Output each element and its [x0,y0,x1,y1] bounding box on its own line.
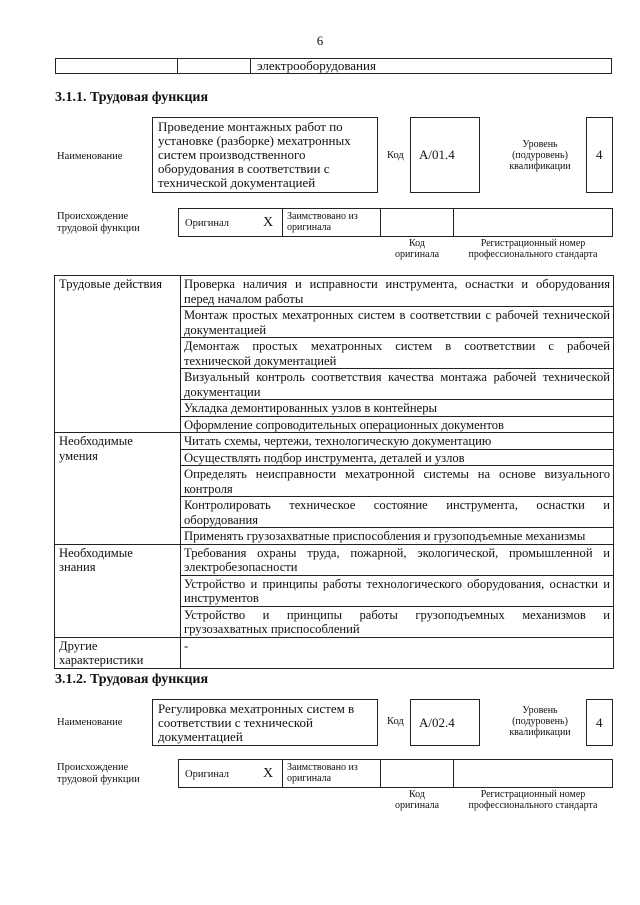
original-mark-1: X [263,215,274,230]
function-details-table [54,275,614,669]
function-name-line: оборудования в соответствии с [158,161,330,176]
original-cell-2 [178,759,283,788]
action-item: Демонтаж простых мехатронных систем в соответствии с рабочей технической документацией [181,338,614,369]
code-label-1: Код [387,150,404,161]
other-label: Другие характеристики [55,637,181,668]
original-label-1: Оригинал [185,218,229,229]
reg-number-cell-1 [453,208,613,237]
knowledge-item: Устройство и принципы работы грузоподъемных механизмов и грузозахватных приспособлений [181,606,614,637]
function-name-line: соответствии с технической [158,715,313,730]
function-name-line: документацией [158,729,243,744]
code-box-1 [410,117,480,193]
reg-number-caption-1: Регистрационный номер профессионального стандарта [468,238,598,260]
section-heading-2: 3.1.2. Трудовая функция [55,672,209,687]
top-row-text: электрооборудования [257,58,376,73]
function-name-line: технической документацией [158,175,316,190]
origin-label-2: Происхождение трудовой функции [57,762,140,785]
name-label-1: Наименование [57,151,123,162]
original-mark-2: X [263,766,274,781]
action-item: Проверка наличия и исправности инструмента, оснастки и оборудования перед началом работы [181,276,614,307]
skills-label: Необходимые умения [55,433,181,545]
skill-item: Контролировать техническое состояние инструмента, оснастки и оборудования [181,497,614,528]
function-name-line: Проведение монтажных работ по [158,119,343,134]
level-box-2 [586,699,613,746]
top-row-cell-1 [55,58,178,74]
borrowed-label-2: Заимствовано из оригинала [287,762,358,784]
level-box-1 [586,117,613,193]
name-label-2: Наименование [57,717,123,728]
table-row [55,276,614,307]
actions-label: Трудовые действия [55,276,181,433]
code-box-2 [410,699,480,746]
code-label-2: Код [387,716,404,727]
action-item: Оформление сопроводительных операционных документов [181,416,614,433]
knowledge-label: Необходимые знания [55,544,181,637]
original-cell-1 [178,208,283,237]
skill-item: Читать схемы, чертежи, технологическую документацию [181,433,614,450]
table-row [55,544,614,575]
skill-item: Определять неисправности мехатронной системы на основе визуального контроля [181,466,614,497]
code-original-caption-1: Код оригинала [394,238,440,260]
reg-number-caption-2: Регистрационный номер профессионального стандарта [468,789,598,811]
knowledge-item: Требования охраны труда, пожарной, экологической, промышленной и электробезопасности [181,544,614,575]
borrowed-label-1: Заимствовано из оригинала [287,211,358,233]
code-value-2: А/02.4 [419,715,455,730]
top-row-cell-2 [177,58,251,74]
function-name-box-2 [152,699,378,746]
borrowed-cell-2 [282,759,381,788]
code-value-1: А/01.4 [419,147,455,162]
level-value-1: 4 [596,147,603,162]
level-value-2: 4 [596,715,603,730]
knowledge-item: Устройство и принципы работы технологического оборудования, оснастки и инструментов [181,575,614,606]
skill-item: Применять грузозахватные приспособления и грузоподъемные механизмы [181,528,614,545]
origin-label-1: Происхождение трудовой функции [57,211,140,234]
page-number: 6 [316,33,324,48]
original-label-2: Оригинал [185,769,229,780]
table-row [55,637,614,668]
action-item: Укладка демонтированных узлов в контейнеры [181,400,614,417]
function-name-box-1 [152,117,378,193]
function-name-line: Регулировка мехатронных систем в [158,701,355,716]
code-original-caption-2: Код оригинала [394,789,440,811]
code-original-cell-2 [380,759,454,788]
other-value: - [181,637,614,668]
level-label-2: Уровень (подуровень) квалификации [509,705,571,738]
table-row [55,433,614,450]
top-row-cell-3 [250,58,612,74]
skill-item: Осуществлять подбор инструмента, деталей и узлов [181,449,614,466]
function-name-line: систем производственного [158,147,306,162]
reg-number-cell-2 [453,759,613,788]
action-item: Монтаж простых мехатронных систем в соответствии с рабочей технической документацией [181,307,614,338]
level-label-1: Уровень (подуровень) квалификации [509,139,571,172]
section-heading-1: 3.1.1. Трудовая функция [55,90,209,105]
borrowed-cell-1 [282,208,381,237]
function-name-line: установке (разборке) мехатронных [158,133,351,148]
code-original-cell-1 [380,208,454,237]
action-item: Визуальный контроль соответствия качества монтажа рабочей технической документации [181,369,614,400]
